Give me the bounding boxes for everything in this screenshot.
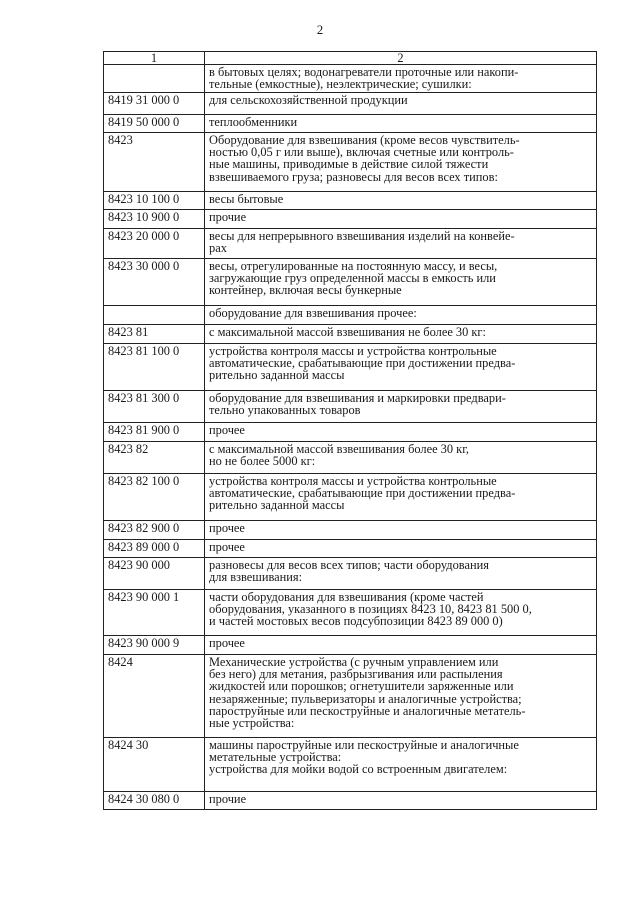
description-cell: весы бытовые: [205, 192, 597, 210]
page-number: 2: [316, 22, 324, 37]
description-cell: Механические устройства (с ручным управлением или без него) для метания, разбрызгивания или распыления жидкостей или порошков; огнетушители заряженные или незаряженные; пульверизаторы и аналогичные устройства; пароструйные или пескоструйные и аналогичные метатель- ные устройства:: [205, 655, 597, 738]
table-row: [104, 115, 597, 133]
table-row: [104, 423, 597, 442]
table-row: [104, 344, 597, 391]
description-cell: прочее: [205, 521, 597, 540]
code-cell: 8423 90 000 1: [104, 590, 205, 636]
table-row: [104, 540, 597, 558]
table-row: [104, 229, 597, 259]
table-row: [104, 325, 597, 344]
code-cell: 8423 81: [104, 325, 205, 344]
description-cell: с максимальной массой взвешивания не более 30 кг:: [205, 325, 597, 344]
description-cell: прочее: [205, 423, 597, 442]
description-cell: с максимальной массой взвешивания более 30 кг, но не более 5000 кг:: [205, 442, 597, 474]
table-row: [104, 590, 597, 636]
table-row: [104, 306, 597, 325]
code-cell: 8423 89 000 0: [104, 540, 205, 558]
code-cell: 8423 81 900 0: [104, 423, 205, 442]
table-header-row: [104, 52, 597, 65]
table-row: [104, 792, 597, 810]
code-cell: [104, 306, 205, 325]
description-cell: теплообменники: [205, 115, 597, 133]
code-cell: 8423 20 000 0: [104, 229, 205, 259]
code-cell: 8423 90 000: [104, 558, 205, 590]
description-cell: устройства контроля массы и устройства контрольные автоматические, срабатывающие при достижении предва- рительно заданной массы: [205, 474, 597, 521]
code-cell: 8424: [104, 655, 205, 738]
description-cell: прочее: [205, 540, 597, 558]
description-cell: весы для непрерывного взвешивания изделий на конвейе- рах: [205, 229, 597, 259]
description-cell: устройства контроля массы и устройства контрольные автоматические, срабатывающие при достижении предва- рительно заданной массы: [205, 344, 597, 391]
code-table: [103, 51, 597, 810]
description-cell: машины пароструйные или пескоструйные и аналогичные метательные устройства: устройства для мойки водой со встроенным двигателем:: [205, 738, 597, 792]
table-row: [104, 738, 597, 792]
description-cell: в бытовых целях; водонагреватели проточные или накопи- тельные (емкостные), неэлектрические; сушилки:: [205, 65, 597, 93]
table-row: [104, 133, 597, 192]
description-cell: весы, отрегулированные на постоянную массу, и весы, загружающие груз определенной массы в емкость или контейнер, включая весы бункерные: [205, 259, 597, 306]
description-cell: части оборудования для взвешивания (кроме частей оборудования, указанного в позициях 8423 10, 8423 81 500 0, и частей мостовых весов подсубпозиции 8423 89 000 0): [205, 590, 597, 636]
code-cell: 8423 82: [104, 442, 205, 474]
table-row: [104, 521, 597, 540]
description-cell: оборудование для взвешивания и маркировки предвари- тельно упакованных товаров: [205, 391, 597, 423]
code-cell: 8423 81 300 0: [104, 391, 205, 423]
code-cell: 8424 30 080 0: [104, 792, 205, 810]
code-cell: 8423 90 000 9: [104, 636, 205, 655]
description-cell: прочее: [205, 636, 597, 655]
code-cell: 8419 31 000 0: [104, 93, 205, 115]
table-row: [104, 442, 597, 474]
code-cell: 8423 30 000 0: [104, 259, 205, 306]
description-cell: для сельскохозяйственной продукции: [205, 93, 597, 115]
table-row: [104, 93, 597, 115]
code-cell: 8423 82 900 0: [104, 521, 205, 540]
table-row: [104, 192, 597, 210]
description-cell: оборудование для взвешивания прочее:: [205, 306, 597, 325]
table-row: [104, 65, 597, 93]
column-header-description: 2: [205, 52, 597, 65]
table-row: [104, 474, 597, 521]
table-row: [104, 259, 597, 306]
code-cell: 8419 50 000 0: [104, 115, 205, 133]
table-row: [104, 391, 597, 423]
code-cell: 8423 10 900 0: [104, 210, 205, 229]
description-cell: прочие: [205, 792, 597, 810]
description-cell: Оборудование для взвешивания (кроме весов чувствитель- ностью 0,05 г или выше), включая счетные или контроль- ные машины, приводимые в действие силой тяжести взвешиваемого груза; разновесы для весов всех типов:: [205, 133, 597, 192]
table-row: [104, 558, 597, 590]
code-cell: [104, 65, 205, 93]
column-header-code: 1: [104, 52, 205, 65]
description-cell: прочие: [205, 210, 597, 229]
code-cell: 8423 81 100 0: [104, 344, 205, 391]
table-row: [104, 636, 597, 655]
code-cell: 8423 82 100 0: [104, 474, 205, 521]
table-row: [104, 655, 597, 738]
table-row: [104, 210, 597, 229]
code-cell: 8424 30: [104, 738, 205, 792]
code-cell: 8423: [104, 133, 205, 192]
description-cell: разновесы для весов всех типов; части оборудования для взвешивания:: [205, 558, 597, 590]
code-cell: 8423 10 100 0: [104, 192, 205, 210]
